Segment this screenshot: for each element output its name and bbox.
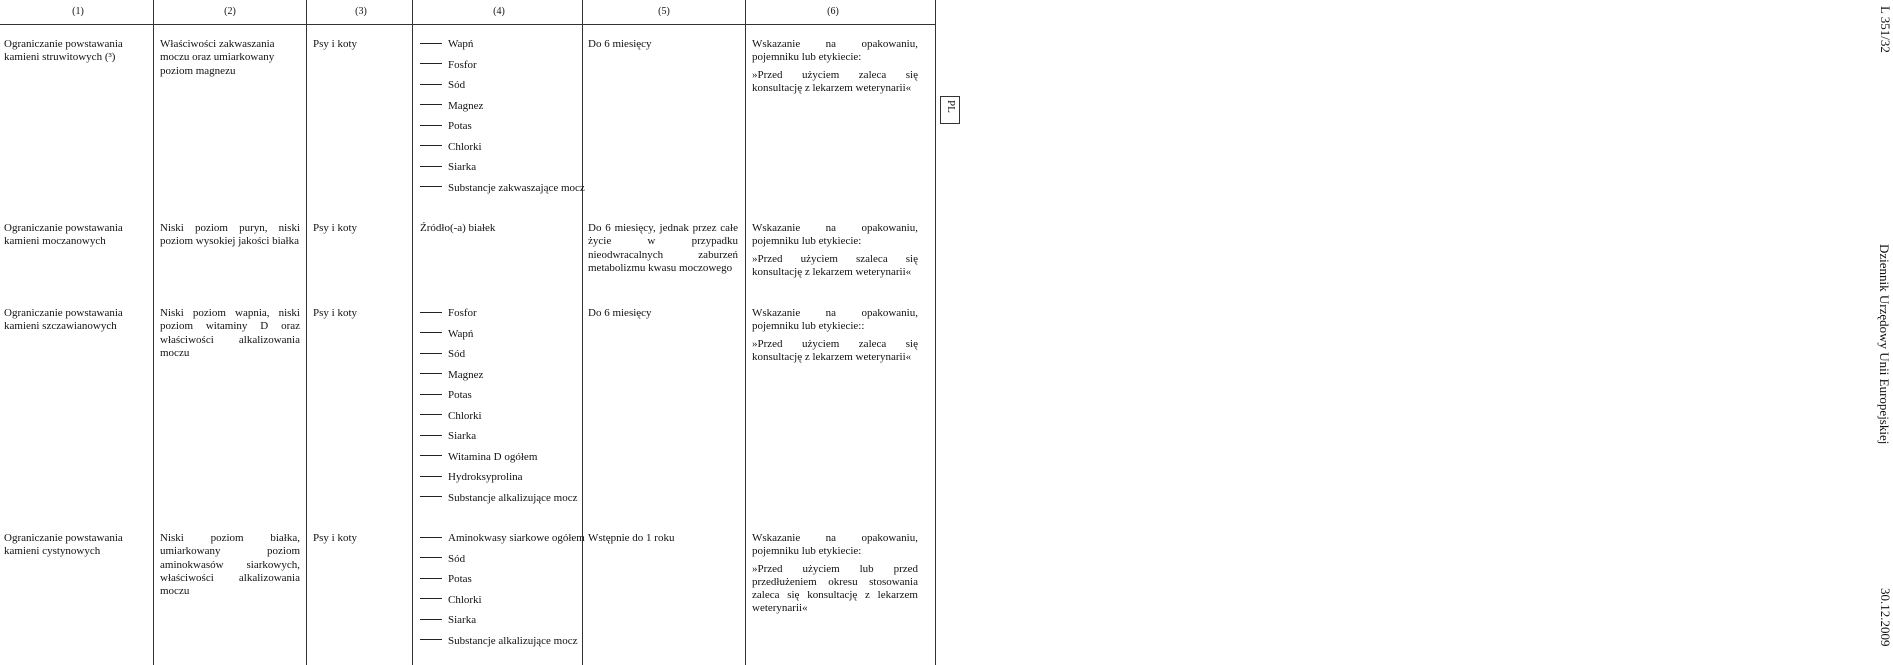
list-item: Hydroksyprolina — [420, 471, 578, 492]
dash-icon — [420, 373, 442, 374]
table-cell-species: Psy i koty — [313, 307, 358, 319]
dash-icon — [420, 104, 442, 105]
dash-icon — [420, 332, 442, 333]
dash-icon — [420, 578, 442, 579]
list-item: Sód — [420, 348, 578, 369]
dash-icon — [420, 312, 442, 313]
table-cell-purpose: Ograniczanie powstawania kamieni struwitowych (³) — [4, 38, 123, 64]
table-cell-labelling-list — [420, 307, 578, 512]
table-cell-purpose: Ograniczanie powstawania kamieni cystynowych — [4, 532, 123, 558]
list-item: Chlorki — [420, 410, 578, 431]
label-instruction-text: Wskazanie na opakowaniu, pojemniku lub etykiecie: — [752, 38, 918, 64]
table-cell-other-provisions — [752, 222, 918, 279]
list-item: Chlorki — [420, 594, 585, 615]
list-item: Chlorki — [420, 141, 585, 162]
table-cell-other-provisions — [752, 38, 918, 95]
table-cell-species: Psy i koty — [313, 532, 358, 544]
column-header-4: (4) — [493, 6, 505, 17]
dash-icon — [420, 414, 442, 415]
dash-icon — [420, 43, 442, 44]
column-header-2: (2) — [224, 6, 236, 17]
dash-icon — [420, 537, 442, 538]
table-cell-species: Psy i koty — [313, 222, 358, 234]
column-header-3: (3) — [355, 6, 367, 17]
dash-icon — [420, 125, 442, 126]
table-cell-duration: Do 6 miesięcy, jednak przez całe życie w przypadku nieodwracalnych zaburzeń metabolizmu kwasu moczowego — [588, 222, 738, 274]
table-cell-labelling-text: Źródło(-a) białek — [420, 222, 496, 234]
dash-icon — [420, 496, 442, 497]
label-instruction-text: Wskazanie na opakowaniu, pojemniku lub etykiecie:: — [752, 307, 918, 333]
dash-icon — [420, 598, 442, 599]
table-cell-other-provisions — [752, 307, 918, 364]
dash-icon — [420, 84, 442, 85]
label-quote-text: »Przed użyciem lub przed przedłużeniem okresu stosowania zaleca się konsultację z lekarzem weterynarii« — [752, 562, 918, 615]
table-cell-nutritional-characteristics: Właściwości zakwaszania moczu oraz umiarkowany poziom magnezu — [160, 38, 275, 77]
table-cell-duration: Do 6 miesięcy — [588, 38, 652, 50]
column-divider — [153, 0, 154, 665]
table-cell-species: Psy i koty — [313, 38, 358, 50]
list-item: Sód — [420, 79, 585, 100]
list-item: Potas — [420, 573, 585, 594]
table-cell-nutritional-characteristics: Niski poziom białka, umiarkowany poziom aminokwasów siarkowych, właściwości alkalizowania moczu — [160, 532, 300, 598]
table-cell-purpose: Ograniczanie powstawania kamieni moczanowych — [4, 222, 123, 248]
list-item: Siarka — [420, 161, 585, 182]
column-divider — [412, 0, 413, 665]
label-quote-text: »Przed użyciem zaleca się konsultację z lekarzem weterynarii« — [752, 337, 918, 363]
list-item: Witamina D ogółem — [420, 451, 578, 472]
journal-title: Dziennik Urzędowy Unii Europejskiej — [1877, 244, 1892, 445]
table-cell-nutritional-characteristics: Niski poziom wapnia, niski poziom witaminy D oraz właściwości alkalizowania moczu — [160, 307, 300, 359]
label-instruction-text: Wskazanie na opakowaniu, pojemniku lub etykiecie: — [752, 532, 918, 558]
table-cell-labelling-list — [420, 532, 585, 655]
label-quote-text: »Przed użyciem zaleca się konsultację z lekarzem weterynarii« — [752, 68, 918, 94]
column-header-6: (6) — [827, 6, 839, 17]
dash-icon — [420, 619, 442, 620]
list-item: Potas — [420, 389, 578, 410]
dash-icon — [420, 639, 442, 640]
list-item: Magnez — [420, 369, 578, 390]
table-cell-nutritional-characteristics: Niski poziom puryn, niski poziom wysokiej jakości białka — [160, 222, 300, 248]
column-header-1: (1) — [72, 6, 84, 17]
table-cell-labelling-list — [420, 38, 585, 202]
dash-icon — [420, 63, 442, 64]
list-item: Wapń — [420, 328, 578, 349]
list-item: Magnez — [420, 100, 585, 121]
dash-icon — [420, 476, 442, 477]
label-quote-text: »Przed użyciem szaleca się konsultację z lekarzem weterynarii« — [752, 252, 918, 278]
list-item: Substancje alkalizujące mocz — [420, 635, 585, 656]
table-cell-other-provisions — [752, 532, 918, 616]
table-cell-duration: Do 6 miesięcy — [588, 307, 652, 319]
table-cell-duration: Wstępnie do 1 roku — [588, 532, 675, 544]
list-item: Fosfor — [420, 307, 578, 328]
label-instruction-text: Wskazanie na opakowaniu, pojemniku lub etykiecie: — [752, 222, 918, 248]
dash-icon — [420, 394, 442, 395]
list-item: Siarka — [420, 430, 578, 451]
list-item: Sód — [420, 553, 585, 574]
dash-icon — [420, 166, 442, 167]
column-header-row — [0, 6, 935, 18]
list-item: Substancje zakwaszające mocz — [420, 182, 585, 203]
page-reference: L 351/32 — [1878, 6, 1893, 53]
list-item: Aminokwasy siarkowe ogółem — [420, 532, 585, 553]
dash-icon — [420, 435, 442, 436]
dash-icon — [420, 186, 442, 187]
list-item: Substancje alkalizujące mocz — [420, 492, 578, 513]
dash-icon — [420, 353, 442, 354]
list-item: Potas — [420, 120, 585, 141]
dash-icon — [420, 455, 442, 456]
language-badge — [940, 96, 960, 124]
language-code: PL — [945, 100, 957, 113]
dash-icon — [420, 557, 442, 558]
list-item: Wapń — [420, 38, 585, 59]
dash-icon — [420, 145, 442, 146]
table-header-rule — [0, 24, 935, 25]
table-cell-purpose: Ograniczanie powstawania kamieni szczawianowych — [4, 307, 123, 333]
publication-date: 30.12.2009 — [1878, 588, 1893, 647]
column-divider — [745, 0, 746, 665]
column-divider — [306, 0, 307, 665]
list-item: Fosfor — [420, 59, 585, 80]
list-item: Siarka — [420, 614, 585, 635]
column-header-5: (5) — [658, 6, 670, 17]
